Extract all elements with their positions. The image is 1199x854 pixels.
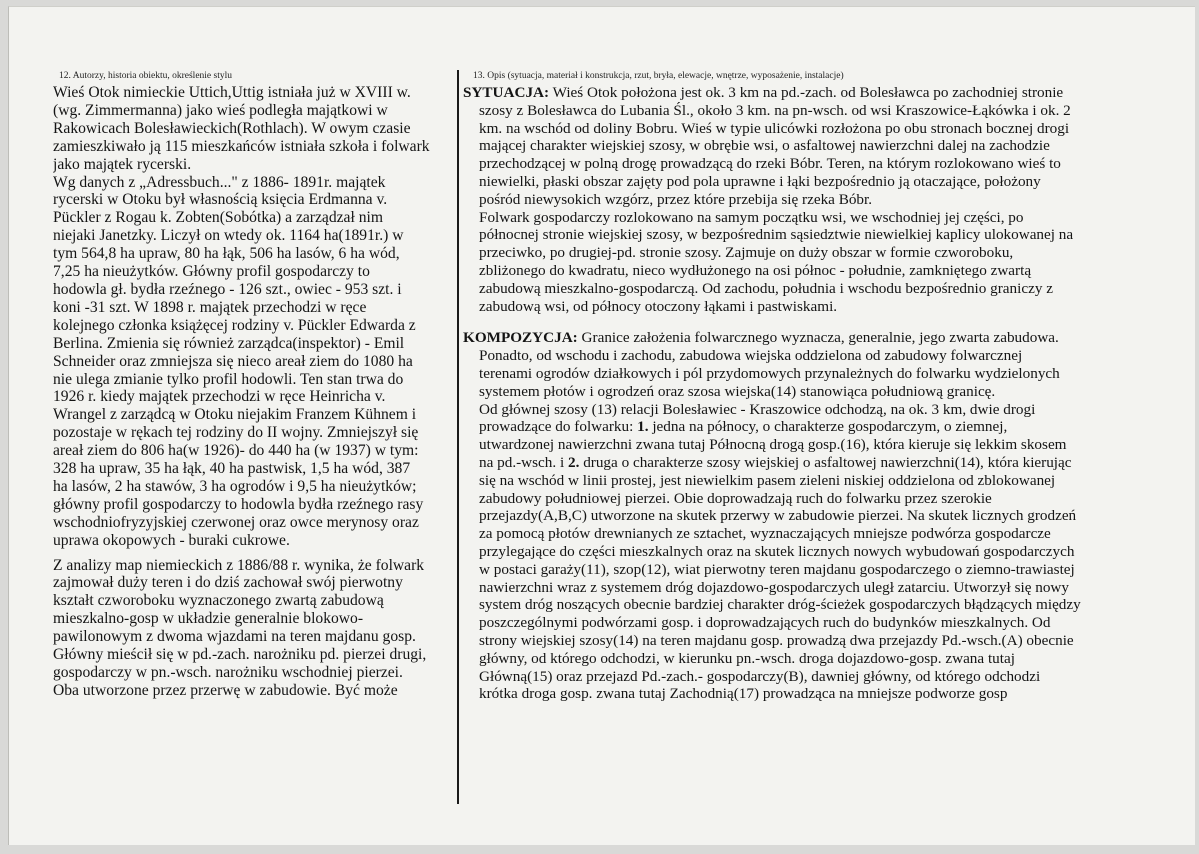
composition-line: terenami ogrodów działkowych i pól przydomowych przynależnych do folwarku wydzielonych: [479, 364, 1060, 382]
composition-line: Ponadto, od wschodu i zachodu, zabudowa wiejska oddzielona od zabudowy folwarcznej: [479, 347, 1023, 365]
situation-line: km. na wschód od doliny Bobru. Wieś w typie ulicówki rozłożona po obu stronach bocznej drogi: [479, 119, 1070, 137]
composition-line: utwardzonej nawierzchni zwana tutaj Północną drogą gosp.(16), która kieruje się lekkim skosem: [479, 436, 1067, 454]
situation-line: zabudową mieszkalno-gospodarczą. Od zachodu, południa i wschodu bezpośrednio graniczy z: [479, 279, 1053, 297]
composition-line: systemem płotów i ogrodzeń oraz szosa wiejska(14) stanowiąca południową granicę.: [479, 382, 996, 400]
situation-line: mającej charakter wiejskiej szosy, w obrębie wsi, o asfaltowej nawierzchni dalej na zachodzie: [479, 137, 1050, 155]
composition-first-line: [463, 329, 1186, 347]
history-line: ha lasów, 2 ha stawów, 3 ha ogrodów i 9,5 ha nieużytków;: [53, 477, 417, 495]
composition-line: przejazdy(A,B,C) utworzone na skutek przerwy w zabudowie pierzei. Na skutek licznych grodzeń: [479, 507, 1077, 525]
history-line: 1926 r. kiedy majątek przechodzi w ręce Heinricha v.: [53, 388, 386, 406]
history-line: 328 ha upraw, 35 ha łąk, 40 ha pastwisk, 1,5 ha wód, 387: [53, 460, 411, 478]
situation-text: Wieś Otok położona jest ok. 3 km na pd.-zach. od Bolesławca po zachodniej stronie: [549, 84, 1064, 101]
history-line: Rakowicach Bolesławieckich(Rothlach). W owym czasie: [53, 119, 411, 137]
composition-line: Od głównej szosy (13) relacji Bolesławiec - Kraszowice odchodzą, na ok. 3 km, dwie drogi: [479, 400, 1036, 418]
history-line: gospodarczy w pn.-wsch. narożniku wschodniej pierzei.: [53, 664, 403, 681]
situation-line: przechodzącej w polną drogę prowadzącą do rzeki Bóbr. Teren, na którym rozlokowano wieś to: [479, 155, 1061, 173]
history-line: Pückler z Rogau k. Zobten(Sobótka) a zarządzał nim: [53, 209, 383, 227]
composition-line: strony wiejskiej szosy(14) na teren majdanu gosp. prowadzą dwa przejazdy Pd.-wsch.(A) obecnie: [479, 631, 1074, 649]
composition-line: zabudowy południowej pierzei. Obie doprowadzają ruch do folwarku przez szerokie: [479, 489, 992, 507]
history-line: niejaki Janetzky. Liczył on wtedy ok. 1164 ha(1891r.) w: [53, 227, 404, 245]
composition-heading: KOMPOZYCJA:: [463, 329, 578, 347]
situation-line: przeciwko, po drugiej-pd. stronie szosy. Zajmuje on duży obszar w formie czworoboku,: [479, 244, 1014, 262]
road1-number: 1.: [637, 418, 649, 436]
history-line: hodowla gł. bydła rzeźnego - 126 szt., owiec - 953 szt. i: [53, 280, 402, 298]
composition-line: główny, od którego odchodzi, w kierunku pn.-wsch. droga dojazdowo-gosp. zwana tutaj: [479, 649, 1015, 667]
description-field-label: 13. Opis (sytuacja, materiał i konstrukcja, rzut, bryła, elewacje, wnętrze, wyposażenie, instalacje): [473, 71, 844, 81]
situation-line: pośród niewysokich wzgórz, przez które przebija się rzeka Bóbr.: [479, 190, 873, 208]
history-line: zamieszkiwało ją 115 mieszkańców istniała szkoła i folwark: [53, 137, 430, 155]
composition-line: krótka droga gosp. zwana tutaj Zachodnią(17) prowadząca na mniejsze podworze gosp: [479, 685, 1008, 703]
column-divider: [457, 70, 459, 804]
history-line: koni -31 szt. W 1898 r. majątek przechodzi w ręce: [53, 298, 367, 316]
history-line: Wieś Otok nimieckie Uttich,Uttig istniała już w XVIII w.: [53, 84, 411, 101]
composition-line: Główną(15) oraz przejazd Pd.-zach.- gospodarczy(B), dawniej główny, od którego odchodzi: [479, 667, 1041, 685]
situation-line: szosy z Bolesławca do Lubania Śl., około 3 km. na pn-wsch. od wsi Kraszowice-Łąkówka i ok. 2: [479, 101, 1071, 119]
composition-line: nawierzchni wraz z systemem dróg dojazdowo-gospodarczych uległ zatarciu. Utworzył się nowy: [479, 578, 1069, 596]
history-field-label: 12. Autorzy, historia obiektu, określenie stylu: [59, 71, 232, 81]
history-line: tym 564,8 ha upraw, 80 ha łąk, 506 ha lasów, 6 ha wód,: [53, 245, 400, 263]
history-line: wschodniofryzyjskiej czerwonej oraz owce merynosy oraz: [53, 513, 419, 531]
situation-line: zabudową wsi, od północy otoczony łąkami i pastwiskami.: [479, 297, 838, 315]
situation-line: zbliżonego do kwadratu, nieco wydłużonego na osi północ - południe, zamkniętego zwartą: [479, 261, 1032, 279]
composition-line: się na wschód w linii prostej, jest niewielkim pasem zieleni niskiej oddzielona od zblokowanej: [479, 471, 1056, 489]
history-line: uprawa okopowych - buraki cukrowe.: [53, 531, 290, 549]
composition-text: Granice założenia folwarcznego wyznacza, generalnie, jego zwarta zabudowa.: [577, 329, 1059, 347]
road2-text-pre: na pd.-wsch. i: [479, 453, 568, 471]
history-line: Wg danych z „Adressbuch..." z 1886- 1891r. majątek: [53, 173, 386, 191]
history-line: areał ziem do 806 ha(w 1926)- do 440 ha (w 1937) w tym:: [53, 442, 419, 460]
history-line: kształt czworoboku wyznaczonego zwartą zabudową: [53, 592, 384, 610]
situation-line: Folwark gospodarczy rozlokowano na samym początku wsi, we wschodniej jej części, po: [479, 208, 1024, 226]
history-line: jako majątek rycerski.: [53, 155, 192, 173]
history-line: pawilonowym z dwoma wjazdami na teren majdanu gosp.: [53, 628, 416, 646]
road2-text-post: druga o charakterze szosy wiejskiej o asfaltowej nawierzchni(14), która kierując: [579, 453, 1072, 471]
situation-line: północnej stronie wiejskiej szosy, w bezpośrednim sąsiedztwie niewielkiej kaplicy ulokowanej na: [479, 226, 1074, 244]
history-line: zajmował duży teren i do dziś zachował swój pierwotny: [53, 574, 403, 592]
history-line: Wrangel z zarządcą w Otoku niejakim Franzem Kühnem i: [53, 406, 417, 424]
composition-line: poszczególnymi podwórzami gosp. i doprowadzających ruch do budynków mieszkalnych. Od: [479, 614, 1051, 632]
situation-line: niewielki, płaski obszar zajęty pod pola uprawne i łąki bezpośrednio ją otaczające, położony: [479, 172, 1041, 190]
composition-line: [463, 418, 1186, 436]
road1-text-pre: prowadzące do folwarku:: [479, 418, 638, 436]
situation-first-line: [463, 84, 1186, 102]
history-line: Berlina. Zmienia się również zarządca(inspektor) - Emil: [53, 334, 405, 352]
history-line: Główny mieścił się w pd.-zach. narożniku pd. pierzei drugi,: [53, 646, 427, 664]
road2-number: 2.: [568, 453, 580, 471]
history-line: (wg. Zimmermanna) jako wieś podległa majątkowi w: [53, 101, 388, 119]
history-line: Oba utworzone przez przerwę w zabudowie. Być może: [53, 681, 398, 699]
history-line: główny profil gospodarczy to hodowla bydła rzeźnego rasy: [53, 495, 424, 513]
composition-line: system dróg noszących obecnie bardziej charakter dróg-ścieżek gospodarczych błądzących między: [479, 596, 1081, 614]
history-line: nie ulega zmianie tylko profil hodowli. Ten stan trwa do: [53, 370, 404, 388]
composition-line: [463, 454, 1186, 472]
history-line: kolejnego członka książęcej rodziny v. Pückler Edwarda z: [53, 316, 416, 334]
history-line: 7,25 ha nieużytków. Główny profil gospodarczy to: [53, 263, 370, 281]
description-column: [463, 70, 1186, 810]
composition-line: przylegające do części mieszkalnych oraz na skutek licznych nowych wybudowań gospodarczych: [479, 542, 1075, 560]
history-line: rycerski w Otoku był własnością księcia Erdmanna v.: [53, 191, 388, 209]
history-column: [53, 70, 453, 790]
history-line: pozostaje w rękach tej rodziny do II wojny. Zmniejszył się: [53, 424, 419, 442]
composition-line: w postaci garaży(11), szop(12), wiat pierwotny teren majdanu gospodarczego o ziemno-trawiastej: [479, 560, 1075, 578]
composition-line: za pomocą płotów drewnianych ze sztachet, wyznaczających mniejsze podwórza gospodarcze: [479, 525, 1051, 543]
history-line: Schneider oraz zmniejsza się nieco areał ziem do 1080 ha: [53, 352, 413, 370]
situation-heading: SYTUACJA:: [463, 84, 550, 101]
history-line: Z analizy map niemieckich z 1886/88 r. wynika, że folwark: [53, 556, 425, 574]
history-line: mieszkalno-gosp w układzie generalnie blokowo-: [53, 610, 364, 628]
road1-text-post: jedna na północy, o charakterze gospodarczym, o ziemnej,: [648, 418, 1008, 436]
